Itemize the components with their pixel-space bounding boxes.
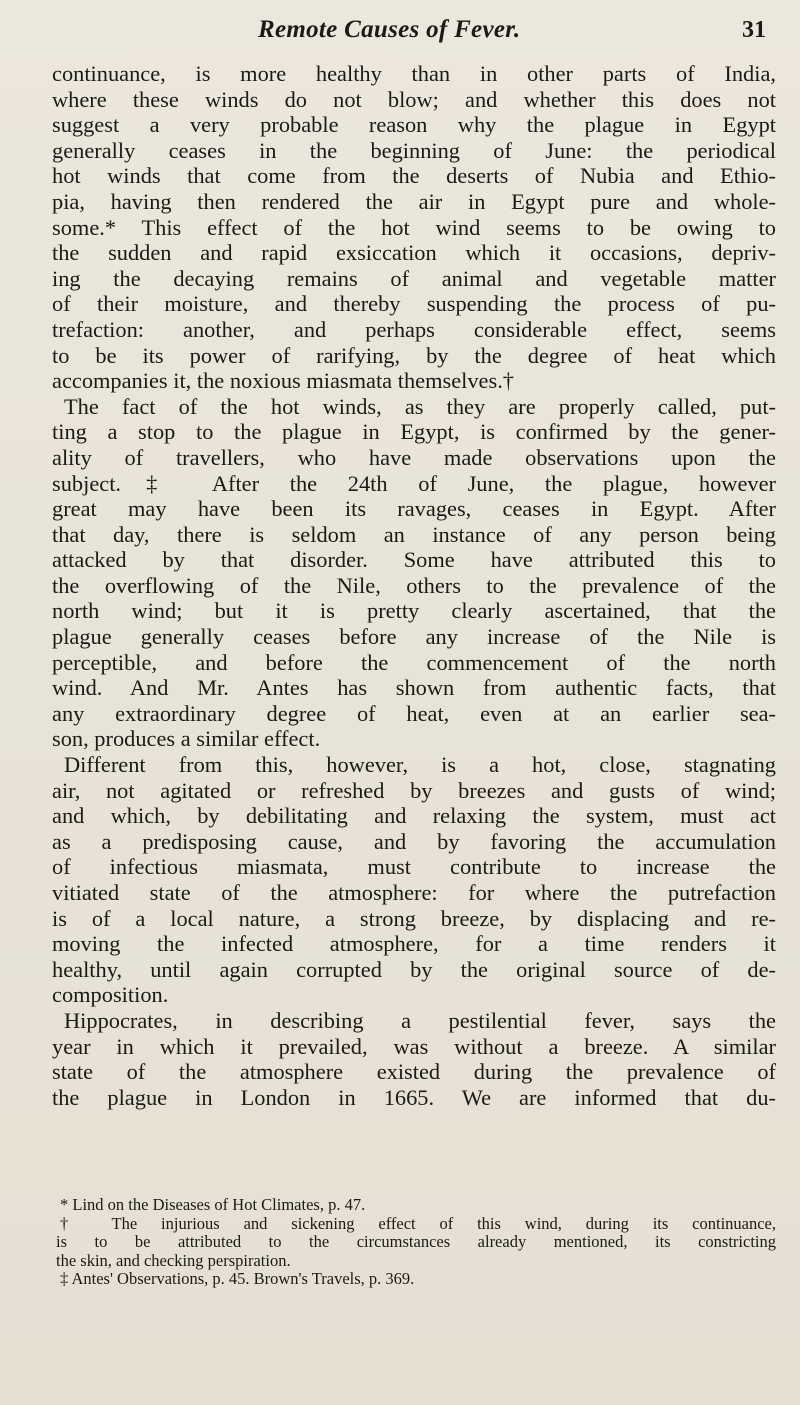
text-line: the overflowing of the Nile, others to the prevalence of the — [52, 572, 776, 598]
text-line: any extraordinary degree of heat, even at an earlier sea- — [52, 700, 776, 726]
text-line: pia, having then rendered the air in Egypt pure and whole- — [52, 188, 776, 214]
footnote-continuation: the skin, and checking perspiration. — [56, 1250, 291, 1270]
paragraph-start: Hippocrates, in describing a pestilential fever, says the — [64, 1007, 776, 1033]
footnotes — [56, 1195, 776, 1289]
text-line: ing the decaying remains of animal and vegetable matter — [52, 265, 776, 291]
text-line: state of the atmosphere existed during the prevalence of — [52, 1059, 776, 1085]
footnote-dagger: † The injurious and sickening effect of this wind, during its continuance, — [60, 1213, 776, 1233]
text-line: some.* This effect of the hot wind seems to be owing to — [52, 214, 776, 240]
text-line: wind. And Mr. Antes has shown from authentic facts, that — [52, 675, 776, 701]
text-line: accompanies it, the noxious miasmata themselves.† — [52, 368, 515, 394]
text-line: attacked by that disorder. Some have attributed this to — [52, 547, 776, 573]
text-line: ting a stop to the plague in Egypt, is confirmed by the gener- — [52, 419, 776, 445]
text-line: composition. — [52, 982, 169, 1008]
text-line: the sudden and rapid exsiccation which it occasions, depriv- — [52, 240, 776, 266]
text-line: year in which it prevailed, was without a breeze. A similar — [52, 1033, 776, 1059]
page-number: 31 — [742, 17, 766, 43]
text-line: son, produces a similar effect. — [52, 726, 321, 752]
body-text — [52, 61, 776, 1110]
text-line: of infectious miasmata, must contribute to increase the — [52, 854, 776, 880]
footnote-continuation: is to be attributed to the circumstances already mentioned, its constricting — [56, 1232, 776, 1252]
text-line: hot winds that come from the deserts of Nubia and Ethio- — [52, 163, 776, 189]
text-line: ality of travellers, who have made observations upon the — [52, 444, 776, 470]
footnote-lind: * Lind on the Diseases of Hot Climates, p. 47. — [60, 1195, 366, 1214]
text-line: great may have been its ravages, ceases in Egypt. After — [52, 496, 776, 522]
text-line: trefaction: another, and perhaps considerable effect, seems — [52, 316, 776, 342]
text-line: is of a local nature, a strong breeze, by displacing and re- — [52, 905, 776, 931]
paragraph-start: The fact of the hot winds, as they are properly called, put- — [64, 393, 776, 419]
page-header — [0, 16, 800, 56]
text-line: air, not agitated or refreshed by breezes and gusts of wind; — [52, 777, 776, 803]
text-line: the plague in London in 1665. We are informed that du- — [52, 1084, 776, 1110]
running-title: Remote Causes of Fever. — [258, 16, 521, 43]
text-line: subject.‡ After the 24th of June, the plague, however — [52, 470, 776, 496]
text-line: of their moisture, and thereby suspending the process of pu- — [52, 291, 776, 317]
text-line: and which, by debilitating and relaxing the system, must act — [52, 803, 776, 829]
text-line: continuance, is more healthy than in other parts of India, — [52, 61, 776, 86]
text-line: moving the infected atmosphere, for a time renders it — [52, 931, 776, 957]
footnote-double-dagger: ‡ Antes' Observations, p. 45. Brown's Travels, p. 369. — [60, 1269, 415, 1289]
text-line: that day, there is seldom an instance of any person being — [52, 521, 776, 547]
text-line: as a predisposing cause, and by favoring the accumulation — [52, 828, 776, 854]
text-line: where these winds do not blow; and whether this does not — [52, 86, 776, 112]
paragraph-start: Different from this, however, is a hot, close, stagnating — [64, 752, 776, 778]
text-line: vitiated state of the atmosphere: for where the putrefaction — [52, 880, 776, 905]
text-line: healthy, until again corrupted by the original source of de- — [52, 956, 776, 982]
text-line: perceptible, and before the commencement of the north — [52, 649, 776, 675]
text-line: suggest a very probable reason why the plague in Egypt — [52, 112, 776, 138]
text-line: plague generally ceases before any increase of the Nile is — [52, 624, 776, 650]
text-line: generally ceases in the beginning of June: the periodical — [52, 137, 776, 163]
text-line: to be its power of rarifying, by the degree of heat which — [52, 342, 776, 368]
text-line: north wind; but it is pretty clearly ascertained, that the — [52, 598, 776, 624]
